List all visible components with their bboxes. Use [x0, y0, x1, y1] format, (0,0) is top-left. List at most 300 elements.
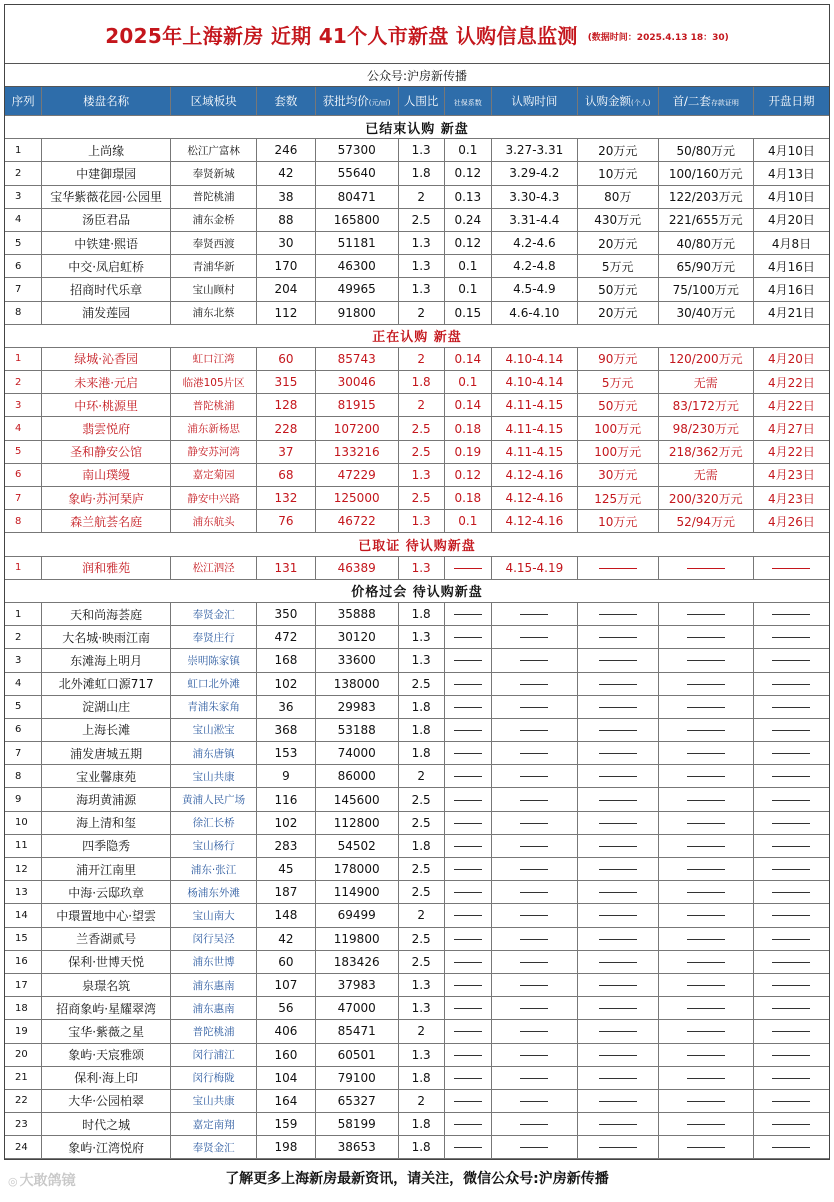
cell-coef — [444, 602, 491, 625]
cell-name: 海上清和玺 — [42, 811, 171, 834]
dash-placeholder — [687, 823, 725, 824]
cell-coef — [444, 1136, 491, 1159]
cell-units: 60 — [257, 950, 316, 973]
cell-amount — [577, 1066, 658, 1089]
table-row — [5, 811, 829, 834]
cell-open: 4月20日 — [753, 347, 829, 370]
table-row — [5, 301, 829, 324]
table-row — [5, 626, 829, 649]
cell-index: 1 — [5, 602, 42, 625]
table-row — [5, 1043, 829, 1066]
cell-index: 6 — [5, 463, 42, 486]
dash-placeholder — [520, 915, 548, 916]
dash-placeholder — [599, 846, 637, 847]
dash-placeholder — [599, 1124, 637, 1125]
dash-placeholder — [599, 753, 637, 754]
cell-open: 4月23日 — [753, 463, 829, 486]
cell-loan — [658, 718, 753, 741]
table-row — [5, 1113, 829, 1136]
cell-name: 汤臣君品 — [42, 208, 171, 231]
cell-index: 10 — [5, 811, 42, 834]
cell-district: 奉贤新城 — [171, 162, 257, 185]
cell-ratio: 1.8 — [398, 371, 444, 394]
dash-placeholder — [454, 753, 482, 754]
cell-amount: 430万元 — [577, 208, 658, 231]
cell-coef — [444, 834, 491, 857]
cell-amount — [577, 788, 658, 811]
section-header — [5, 324, 829, 347]
dash-placeholder — [520, 660, 548, 661]
cell-index: 7 — [5, 487, 42, 510]
cell-coef — [444, 973, 491, 996]
cell-amount — [577, 927, 658, 950]
cell-amount — [577, 811, 658, 834]
cell-loan — [658, 950, 753, 973]
cell-name: 保利·世博天悦 — [42, 950, 171, 973]
dash-placeholder — [599, 823, 637, 824]
cell-open — [753, 649, 829, 672]
cell-open: 4月13日 — [753, 162, 829, 185]
cell-loan — [658, 695, 753, 718]
dash-placeholder — [772, 939, 810, 940]
cell-open — [753, 1136, 829, 1159]
dash-placeholder — [599, 892, 637, 893]
cell-ratio: 1.3 — [398, 463, 444, 486]
listing-table — [5, 87, 829, 1159]
cell-open: 4月27日 — [753, 417, 829, 440]
dash-placeholder — [520, 637, 548, 638]
col-open-date: 开盘日期 — [753, 87, 829, 116]
cell-amount — [577, 765, 658, 788]
cell-coef: 0.14 — [444, 347, 491, 370]
dash-placeholder — [599, 985, 637, 986]
cell-district: 浦东·张江 — [171, 858, 257, 881]
cell-name: 未来港·元启 — [42, 371, 171, 394]
dash-placeholder — [599, 939, 637, 940]
dash-placeholder — [520, 753, 548, 754]
cell-units: 283 — [257, 834, 316, 857]
cell-loan — [658, 672, 753, 695]
table-row — [5, 881, 829, 904]
col-loan: 首/二套存款证明 — [658, 87, 753, 116]
cell-ratio: 1.8 — [398, 1136, 444, 1159]
cell-ratio: 1.3 — [398, 510, 444, 533]
dash-placeholder — [687, 869, 725, 870]
cell-name: 招商时代乐章 — [42, 278, 171, 301]
cell-ratio: 1.3 — [398, 139, 444, 162]
cell-index: 7 — [5, 742, 42, 765]
cell-index: 9 — [5, 788, 42, 811]
table-row — [5, 162, 829, 185]
cell-period — [491, 672, 577, 695]
cell-open — [753, 1043, 829, 1066]
cell-price: 30120 — [315, 626, 398, 649]
cell-index: 3 — [5, 185, 42, 208]
dash-placeholder — [520, 892, 548, 893]
cell-price: 35888 — [315, 602, 398, 625]
cell-name: 浦发莲园 — [42, 301, 171, 324]
cell-price: 91800 — [315, 301, 398, 324]
cell-price: 165800 — [315, 208, 398, 231]
cell-amount — [577, 1020, 658, 1043]
dash-placeholder — [772, 892, 810, 893]
cell-units: 472 — [257, 626, 316, 649]
dash-placeholder — [454, 1101, 482, 1102]
cell-open — [753, 927, 829, 950]
cell-loan: 52/94万元 — [658, 510, 753, 533]
cell-amount: 125万元 — [577, 487, 658, 510]
cell-ratio: 2 — [398, 185, 444, 208]
dash-placeholder — [599, 915, 637, 916]
cell-open: 4月26日 — [753, 510, 829, 533]
dash-placeholder — [772, 1055, 810, 1056]
cell-ratio: 1.8 — [398, 695, 444, 718]
table-row — [5, 904, 829, 927]
cell-ratio: 1.8 — [398, 742, 444, 765]
cell-amount — [577, 950, 658, 973]
cell-name: 大华·公园柏翠 — [42, 1089, 171, 1112]
cell-coef: 0.15 — [444, 301, 491, 324]
table-row — [5, 139, 829, 162]
cell-units: 88 — [257, 208, 316, 231]
cell-units: 160 — [257, 1043, 316, 1066]
page-title: 2025年上海新房 近期 41个人市新盘 认购信息监测 — [105, 23, 578, 48]
cell-district: 普陀桃浦 — [171, 394, 257, 417]
dash-placeholder — [687, 660, 725, 661]
cell-open — [753, 695, 829, 718]
cell-period — [491, 1020, 577, 1043]
cell-name: 四季隐秀 — [42, 834, 171, 857]
dash-placeholder — [599, 707, 637, 708]
cell-price: 112800 — [315, 811, 398, 834]
cell-units: 37 — [257, 440, 316, 463]
cell-amount: 90万元 — [577, 347, 658, 370]
cell-ratio: 2 — [398, 765, 444, 788]
cell-period — [491, 858, 577, 881]
cell-price: 133216 — [315, 440, 398, 463]
dash-placeholder — [454, 1147, 482, 1148]
cell-period — [491, 765, 577, 788]
cell-period — [491, 649, 577, 672]
table-row — [5, 556, 829, 579]
cell-period — [491, 1136, 577, 1159]
cell-amount: 20万元 — [577, 301, 658, 324]
cell-amount: 10万元 — [577, 510, 658, 533]
table-row — [5, 1136, 829, 1159]
cell-price: 38653 — [315, 1136, 398, 1159]
cell-loan: 30/40万元 — [658, 301, 753, 324]
cell-ratio: 1.3 — [398, 231, 444, 254]
cell-amount — [577, 834, 658, 857]
cell-period — [491, 927, 577, 950]
cell-open — [753, 765, 829, 788]
cell-index: 11 — [5, 834, 42, 857]
dash-placeholder — [772, 1008, 810, 1009]
cell-index: 12 — [5, 858, 42, 881]
dash-placeholder — [772, 1101, 810, 1102]
dash-placeholder — [772, 568, 810, 569]
cell-district: 静安苏河湾 — [171, 440, 257, 463]
cell-price: 81915 — [315, 394, 398, 417]
cell-coef: 0.13 — [444, 185, 491, 208]
table-row — [5, 718, 829, 741]
cell-period: 4.11-4.15 — [491, 417, 577, 440]
cell-index: 8 — [5, 301, 42, 324]
dash-placeholder — [454, 1124, 482, 1125]
cell-loan — [658, 602, 753, 625]
cell-index: 4 — [5, 208, 42, 231]
cell-loan — [658, 556, 753, 579]
cell-district: 宝山共康 — [171, 1089, 257, 1112]
cell-price: 145600 — [315, 788, 398, 811]
cell-ratio: 2.5 — [398, 417, 444, 440]
dash-placeholder — [454, 614, 482, 615]
dash-placeholder — [454, 892, 482, 893]
cell-coef — [444, 950, 491, 973]
cell-loan: 65/90万元 — [658, 255, 753, 278]
cell-loan: 221/655万元 — [658, 208, 753, 231]
table-row — [5, 927, 829, 950]
dash-placeholder — [454, 823, 482, 824]
cell-district: 宝山南大 — [171, 904, 257, 927]
cell-coef: 0.1 — [444, 371, 491, 394]
dash-placeholder — [687, 1008, 725, 1009]
cell-price: 46722 — [315, 510, 398, 533]
dash-placeholder — [520, 869, 548, 870]
cell-units: 68 — [257, 463, 316, 486]
cell-ratio: 2.5 — [398, 672, 444, 695]
dash-placeholder — [772, 1078, 810, 1079]
cell-price: 178000 — [315, 858, 398, 881]
cell-district: 闵行吴泾 — [171, 927, 257, 950]
cell-name: 中環置地中心·望雲 — [42, 904, 171, 927]
dash-placeholder — [599, 660, 637, 661]
cell-price: 33600 — [315, 649, 398, 672]
cell-price: 58199 — [315, 1113, 398, 1136]
dash-placeholder — [454, 962, 482, 963]
cell-coef: 0.12 — [444, 162, 491, 185]
cell-coef — [444, 997, 491, 1020]
cell-units: 102 — [257, 672, 316, 695]
dash-placeholder — [454, 660, 482, 661]
cell-loan — [658, 649, 753, 672]
section-title: 正在认购 新盘 — [5, 324, 829, 347]
cell-name: 保利·海上印 — [42, 1066, 171, 1089]
dash-placeholder — [520, 846, 548, 847]
cell-name: 中铁建·熙语 — [42, 231, 171, 254]
table-row — [5, 347, 829, 370]
cell-ratio: 2 — [398, 904, 444, 927]
cell-coef — [444, 556, 491, 579]
cell-units: 168 — [257, 649, 316, 672]
cell-price: 79100 — [315, 1066, 398, 1089]
dash-placeholder — [772, 684, 810, 685]
cell-name: 翡雲悦府 — [42, 417, 171, 440]
subtitle-row — [5, 64, 829, 87]
cell-coef: 0.24 — [444, 208, 491, 231]
cell-price: 47229 — [315, 463, 398, 486]
cell-loan — [658, 742, 753, 765]
cell-district: 虹口北外滩 — [171, 672, 257, 695]
footer-note: 了解更多上海新房最新资讯，请关注，微信公众号:沪房新传播 — [225, 1171, 609, 1187]
cell-ratio: 2 — [398, 347, 444, 370]
cell-price: 80471 — [315, 185, 398, 208]
cell-units: 42 — [257, 927, 316, 950]
cell-loan — [658, 811, 753, 834]
dash-placeholder — [687, 1124, 725, 1125]
cell-name: 象屿·天宸雅颂 — [42, 1043, 171, 1066]
cell-open — [753, 834, 829, 857]
dash-placeholder — [772, 962, 810, 963]
table-row — [5, 649, 829, 672]
col-price: 获批均价(元/㎡) — [315, 87, 398, 116]
monitor-sheet — [4, 4, 830, 1160]
cell-units: 315 — [257, 371, 316, 394]
cell-district: 松江泗泾 — [171, 556, 257, 579]
dash-placeholder — [599, 1147, 637, 1148]
cell-name: 圣和静安公馆 — [42, 440, 171, 463]
cell-open — [753, 742, 829, 765]
cell-district: 宝山杨行 — [171, 834, 257, 857]
cell-price: 57300 — [315, 139, 398, 162]
cell-loan — [658, 858, 753, 881]
cell-open — [753, 672, 829, 695]
cell-amount: 50万元 — [577, 278, 658, 301]
dash-placeholder — [687, 800, 725, 801]
dash-placeholder — [772, 1147, 810, 1148]
dash-placeholder — [520, 800, 548, 801]
cell-price: 114900 — [315, 881, 398, 904]
cell-period — [491, 1089, 577, 1112]
cell-ratio: 1.3 — [398, 626, 444, 649]
cell-units: 60 — [257, 347, 316, 370]
cell-units: 153 — [257, 742, 316, 765]
dash-placeholder — [772, 1031, 810, 1032]
cell-amount: 5万元 — [577, 371, 658, 394]
cell-period: 4.6-4.10 — [491, 301, 577, 324]
cell-index: 2 — [5, 626, 42, 649]
dash-placeholder — [520, 1124, 548, 1125]
cell-district: 奉贤庄行 — [171, 626, 257, 649]
cell-open: 4月8日 — [753, 231, 829, 254]
cell-units: 350 — [257, 602, 316, 625]
cell-coef — [444, 1089, 491, 1112]
dash-placeholder — [687, 915, 725, 916]
cell-district: 松江广富林 — [171, 139, 257, 162]
cell-ratio: 1.8 — [398, 1066, 444, 1089]
dash-placeholder — [520, 823, 548, 824]
col-ratio: 人围比 — [398, 87, 444, 116]
cell-units: 198 — [257, 1136, 316, 1159]
table-row — [5, 371, 829, 394]
cell-open — [753, 904, 829, 927]
cell-index: 7 — [5, 278, 42, 301]
cell-index: 19 — [5, 1020, 42, 1043]
cell-price: 46389 — [315, 556, 398, 579]
cell-index: 18 — [5, 997, 42, 1020]
cell-amount — [577, 1136, 658, 1159]
cell-price: 49965 — [315, 278, 398, 301]
cell-loan: 75/100万元 — [658, 278, 753, 301]
cell-name: 泉璟名筑 — [42, 973, 171, 996]
dash-placeholder — [599, 684, 637, 685]
cell-period — [491, 950, 577, 973]
cell-open — [753, 1066, 829, 1089]
cell-units: 159 — [257, 1113, 316, 1136]
cell-amount: 30万元 — [577, 463, 658, 486]
cell-district: 浦东惠南 — [171, 997, 257, 1020]
cell-period: 4.2-4.6 — [491, 231, 577, 254]
cell-loan: 40/80万元 — [658, 231, 753, 254]
cell-index: 15 — [5, 927, 42, 950]
dash-placeholder — [520, 1078, 548, 1079]
cell-name: 海玥黄浦源 — [42, 788, 171, 811]
col-period: 认购时间 — [491, 87, 577, 116]
dash-placeholder — [772, 753, 810, 754]
cell-units: 56 — [257, 997, 316, 1020]
cell-coef: 0.1 — [444, 510, 491, 533]
cell-amount: 10万元 — [577, 162, 658, 185]
cell-amount: 100万元 — [577, 440, 658, 463]
cell-period: 4.2-4.8 — [491, 255, 577, 278]
dash-placeholder — [687, 1101, 725, 1102]
col-coef: 社保系数 — [444, 87, 491, 116]
dash-placeholder — [520, 776, 548, 777]
cell-loan — [658, 927, 753, 950]
cell-ratio: 1.3 — [398, 997, 444, 1020]
cell-amount — [577, 672, 658, 695]
cell-ratio: 1.8 — [398, 602, 444, 625]
dash-placeholder — [454, 776, 482, 777]
cell-district: 嘉定南翔 — [171, 1113, 257, 1136]
dash-placeholder — [599, 869, 637, 870]
data-timestamp: (数据时间：2025.4.13 18：30) — [587, 32, 729, 43]
cell-price: 183426 — [315, 950, 398, 973]
dash-placeholder — [599, 800, 637, 801]
cell-units: 228 — [257, 417, 316, 440]
cell-name: 兰香湖贰号 — [42, 927, 171, 950]
cell-coef — [444, 1043, 491, 1066]
cell-period — [491, 602, 577, 625]
cell-price: 30046 — [315, 371, 398, 394]
cell-price: 55640 — [315, 162, 398, 185]
cell-loan — [658, 1066, 753, 1089]
cell-amount: 20万元 — [577, 139, 658, 162]
cell-amount — [577, 742, 658, 765]
cell-district: 黄浦人民广场 — [171, 788, 257, 811]
cell-coef — [444, 695, 491, 718]
dash-placeholder — [687, 1147, 725, 1148]
cell-period — [491, 742, 577, 765]
cell-open — [753, 602, 829, 625]
cell-name: 浦发唐城五期 — [42, 742, 171, 765]
cell-coef: 0.18 — [444, 417, 491, 440]
cell-loan — [658, 1043, 753, 1066]
cell-district: 浦东金桥 — [171, 208, 257, 231]
cell-amount — [577, 973, 658, 996]
cell-period — [491, 973, 577, 996]
table-row — [5, 394, 829, 417]
cell-units: 38 — [257, 185, 316, 208]
dash-placeholder — [687, 939, 725, 940]
cell-loan: 122/203万元 — [658, 185, 753, 208]
cell-units: 104 — [257, 1066, 316, 1089]
dash-placeholder — [520, 1147, 548, 1148]
cell-district: 徐汇长桥 — [171, 811, 257, 834]
cell-coef — [444, 672, 491, 695]
table-row — [5, 997, 829, 1020]
cell-index: 3 — [5, 649, 42, 672]
